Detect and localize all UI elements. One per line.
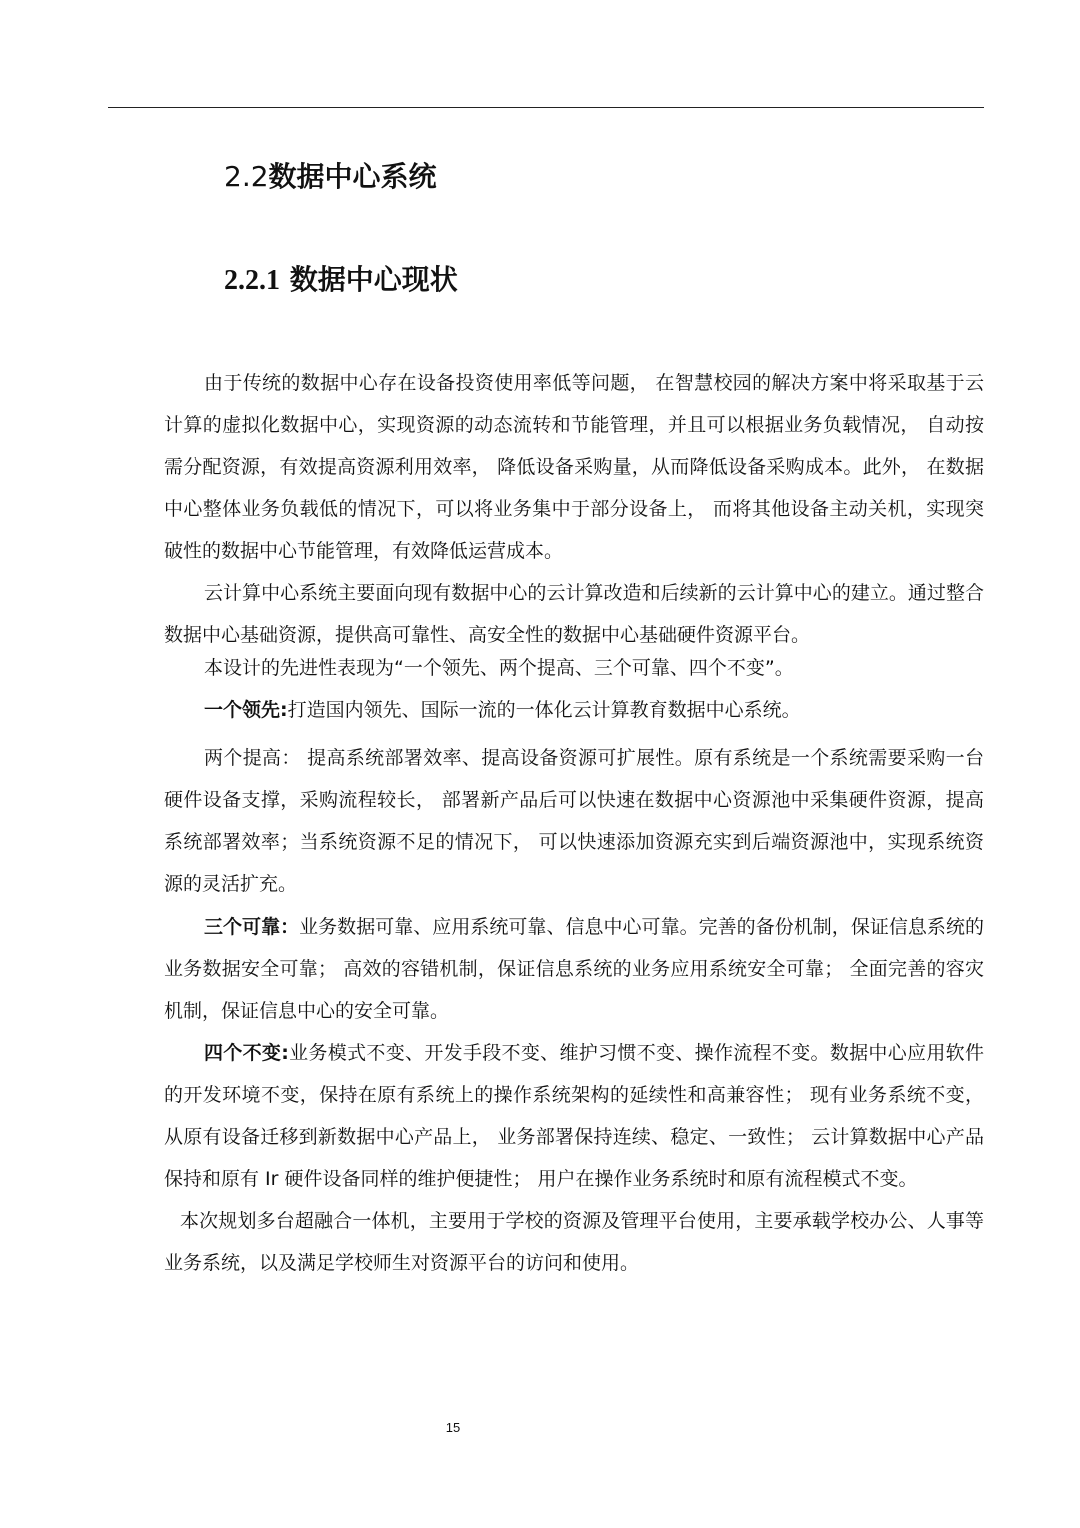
paragraph-cloud-center: 云计算中心系统主要面向现有数据中心的云计算改造和后续新的云计算中心的建立。通过整合数据中心基础资源，提供高可靠性、高安全性的数据中心基础硬件资源平台。 xyxy=(164,582,984,646)
subsection-title: 数据中心现状 xyxy=(289,263,458,296)
subsection-number: 2.2.1 xyxy=(224,265,280,296)
paragraph-four-unchanged xyxy=(164,1032,984,1200)
paragraph-three-reliable-text: 业务数据可靠、应用系统可靠、信息中心可靠。完善的备份机制，保证信息系统的业务数据安全可靠； 高效的容错机制，保证信息系统的业务应用系统安全可靠； 全面完善的容灾机制，保证信息中心的安全可靠。 xyxy=(164,916,984,1022)
paragraph-four-unchanged-label: 四个不变: xyxy=(204,1042,289,1064)
paragraph-advantages-intro: 本设计的先进性表现为“一个领先、两个提高、三个可靠、四个不变”。 xyxy=(204,657,794,679)
paragraph-one-lead-label: 一个领先: xyxy=(204,699,288,721)
paragraph-two-improvements: 两个提高： 提高系统部署效率、提高设备资源可扩展性。原有系统是一个系统需要采购一台硬件设备支撑，采购流程较长， 部署新产品后可以快速在数据中心资源池中采集硬件资源，提高系统部署效率；当系统资源不足的情况下， 可以快速添加资源充实到后端资源池中，实现系统资源的灵活扩充。 xyxy=(164,747,984,895)
paragraph-three-reliable-label: 三个可靠： xyxy=(204,916,300,938)
subsection-heading xyxy=(224,258,458,303)
section-number: 2.2 xyxy=(224,160,269,193)
paragraph-one-lead-text: 打造国内领先、国际一流的一体化云计算教育数据中心系统。 xyxy=(287,699,801,721)
paragraph-one-lead xyxy=(164,689,984,731)
paragraph-four-unchanged-text: 业务模式不变、开发手段不变、维护习惯不变、操作流程不变。数据中心应用软件的开发环境不变，保持在原有系统上的操作系统架构的延续性和高兼容性； 现有业务系统不变，从原有设备迁移到新数据中心产品上， 业务部署保持连续、稳定、一致性； 云计算数据中心产品保持和原有 Ir 硬件设备同样的维护便捷性； 用户在操作业务系统时和原有流程模式不变。 xyxy=(164,1042,984,1190)
section-title: 数据中心系统 xyxy=(268,160,437,193)
paragraph-three-reliable xyxy=(164,906,984,1032)
page-number: 15 xyxy=(445,1420,461,1435)
paragraph-plan: 本次规划多台超融合一体机，主要用于学校的资源及管理平台使用，主要承载学校办公、人事等业务系统，以及满足学校师生对资源平台的访问和使用。 xyxy=(164,1210,984,1274)
section-heading xyxy=(224,155,437,199)
paragraph-current-status: 由于传统的数据中心存在设备投资使用率低等问题， 在智慧校园的解决方案中将采取基于云计算的虚拟化数据中心，实现资源的动态流转和节能管理，并且可以根据业务负载情况， 自动按需分配资源，有效提高资源利用效率， 降低设备采购量，从而降低设备采购成本。此外， 在数据中心整体业务负载低的情况下，可以将业务集中于部分设备上， 而将其他设备主动关机，实现突破性的数据中心节能管理，有效降低运营成本。 xyxy=(164,372,984,562)
header-rule xyxy=(108,107,984,108)
